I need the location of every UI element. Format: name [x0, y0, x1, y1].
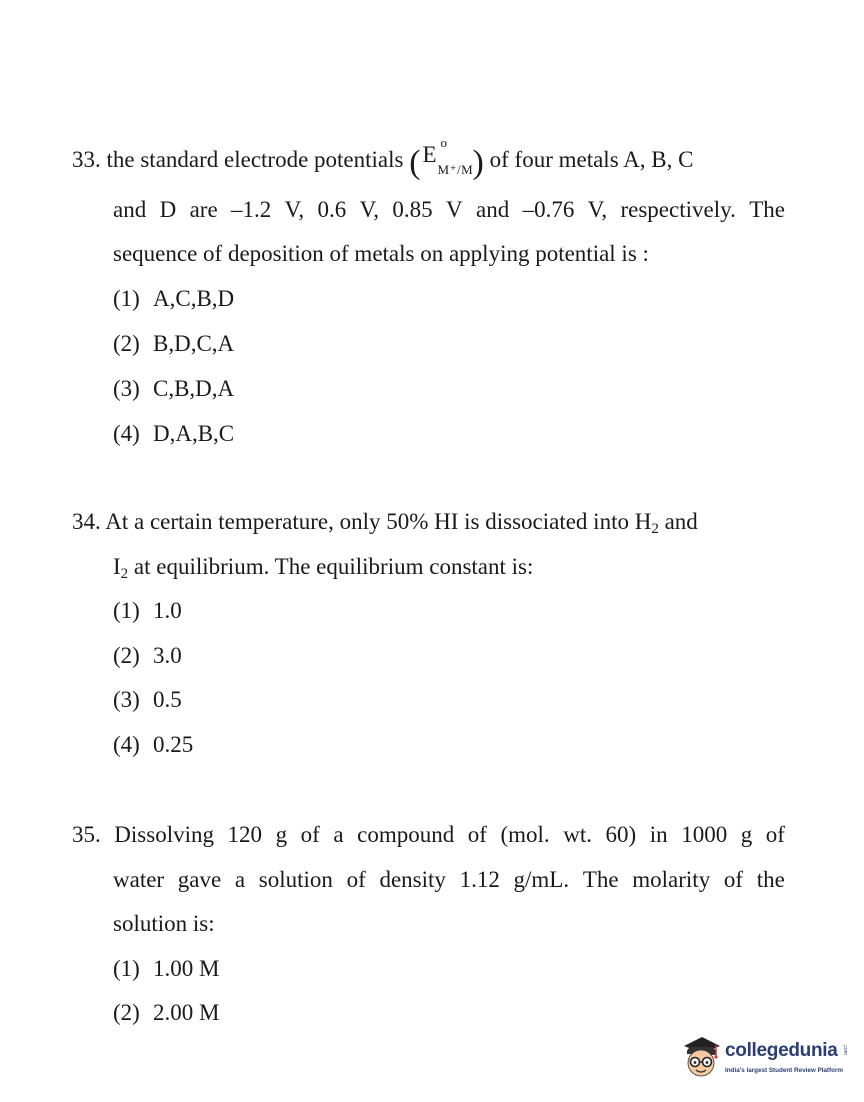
- q35-option-1[interactable]: (1) 1.00 M: [113, 956, 220, 981]
- mascot-icon: [680, 1032, 722, 1084]
- word: –1.2: [231, 197, 272, 222]
- word: a: [234, 867, 246, 892]
- word: Dissolving: [114, 822, 214, 847]
- q33-option-1[interactable]: (1) A,C,B,D: [113, 286, 235, 311]
- word: 1.12: [459, 867, 500, 892]
- word: and: [113, 197, 147, 222]
- word: The: [749, 197, 785, 222]
- word: The: [582, 867, 619, 892]
- q33-option-3[interactable]: (3) C,B,D,A: [113, 376, 235, 401]
- word: of: [723, 867, 744, 892]
- question-number: 35.: [72, 822, 101, 847]
- q33-text-1a: the standard electrode potentials: [106, 147, 404, 172]
- q35-line-3: solution is:: [113, 911, 215, 936]
- q33-line-2: [113, 196, 785, 224]
- electrode-potential-symbol: E o M⁺/M: [422, 135, 474, 177]
- word: molarity: [632, 867, 711, 892]
- word: are: [189, 197, 218, 222]
- word: (mol.: [500, 822, 550, 847]
- q34-option-4[interactable]: (4) 0.25: [113, 732, 194, 757]
- word: of: [467, 822, 487, 847]
- word: 60): [605, 822, 637, 847]
- word: gave: [177, 867, 222, 892]
- logo-wordmark: collegedunia: [725, 1040, 838, 1061]
- word: respectively.: [620, 197, 736, 222]
- word: V: [445, 197, 463, 222]
- q34-option-2[interactable]: (2) 3.0: [113, 643, 182, 668]
- q33-line-1: [72, 135, 694, 181]
- q33-text-1b: of four metals A, B, C: [489, 147, 694, 172]
- word: D: [159, 197, 177, 222]
- word: 1000: [681, 822, 728, 847]
- word: 0.6: [317, 197, 347, 222]
- word: 0.85: [392, 197, 433, 222]
- word: in: [649, 822, 668, 847]
- word: compound: [357, 822, 455, 847]
- close-paren: ): [472, 144, 484, 181]
- word: g: [275, 822, 288, 847]
- word: V,: [587, 197, 608, 222]
- word: of: [765, 822, 785, 847]
- word: density: [379, 867, 446, 892]
- word: a: [333, 822, 344, 847]
- q34-option-3[interactable]: (3) 0.5: [113, 687, 182, 712]
- q34-line-2: I2 at equilibrium. The equilibrium constant is:: [113, 554, 534, 582]
- logo-tagline: India's largest Student Review Platform: [725, 1067, 844, 1074]
- logo-suffix: .com: [842, 1044, 848, 1055]
- word: 120: [227, 822, 263, 847]
- word: the: [756, 867, 785, 892]
- word: water: [113, 867, 165, 892]
- word: of: [300, 822, 320, 847]
- word: g/mL.: [513, 867, 570, 892]
- q35-option-2[interactable]: (2) 2.00 M: [113, 1000, 220, 1025]
- q35-line-1: [72, 821, 785, 849]
- q34-option-1[interactable]: (1) 1.0: [113, 598, 182, 623]
- q33-option-2[interactable]: (2) B,D,C,A: [113, 331, 235, 356]
- q33-number: 33.: [72, 147, 101, 172]
- word: wt.: [563, 822, 592, 847]
- open-paren: (: [409, 144, 421, 181]
- word: g: [740, 822, 753, 847]
- collegedunia-logo[interactable]: [680, 1030, 854, 1086]
- q34-line-1: 34. At a certain temperature, only 50% HI is dissociated into H2 and: [72, 509, 698, 537]
- q33-line-3: sequence of deposition of metals on applying potential is :: [113, 241, 649, 266]
- word: –0.76: [522, 197, 575, 222]
- word: V,: [359, 197, 379, 222]
- q35-line-2: [113, 866, 785, 894]
- q33-option-4[interactable]: (4) D,A,B,C: [113, 421, 235, 446]
- word: and: [475, 197, 510, 222]
- word: V,: [284, 197, 305, 222]
- word: of: [346, 867, 366, 892]
- q34-number: 34.: [72, 509, 101, 534]
- word: solution: [258, 867, 333, 892]
